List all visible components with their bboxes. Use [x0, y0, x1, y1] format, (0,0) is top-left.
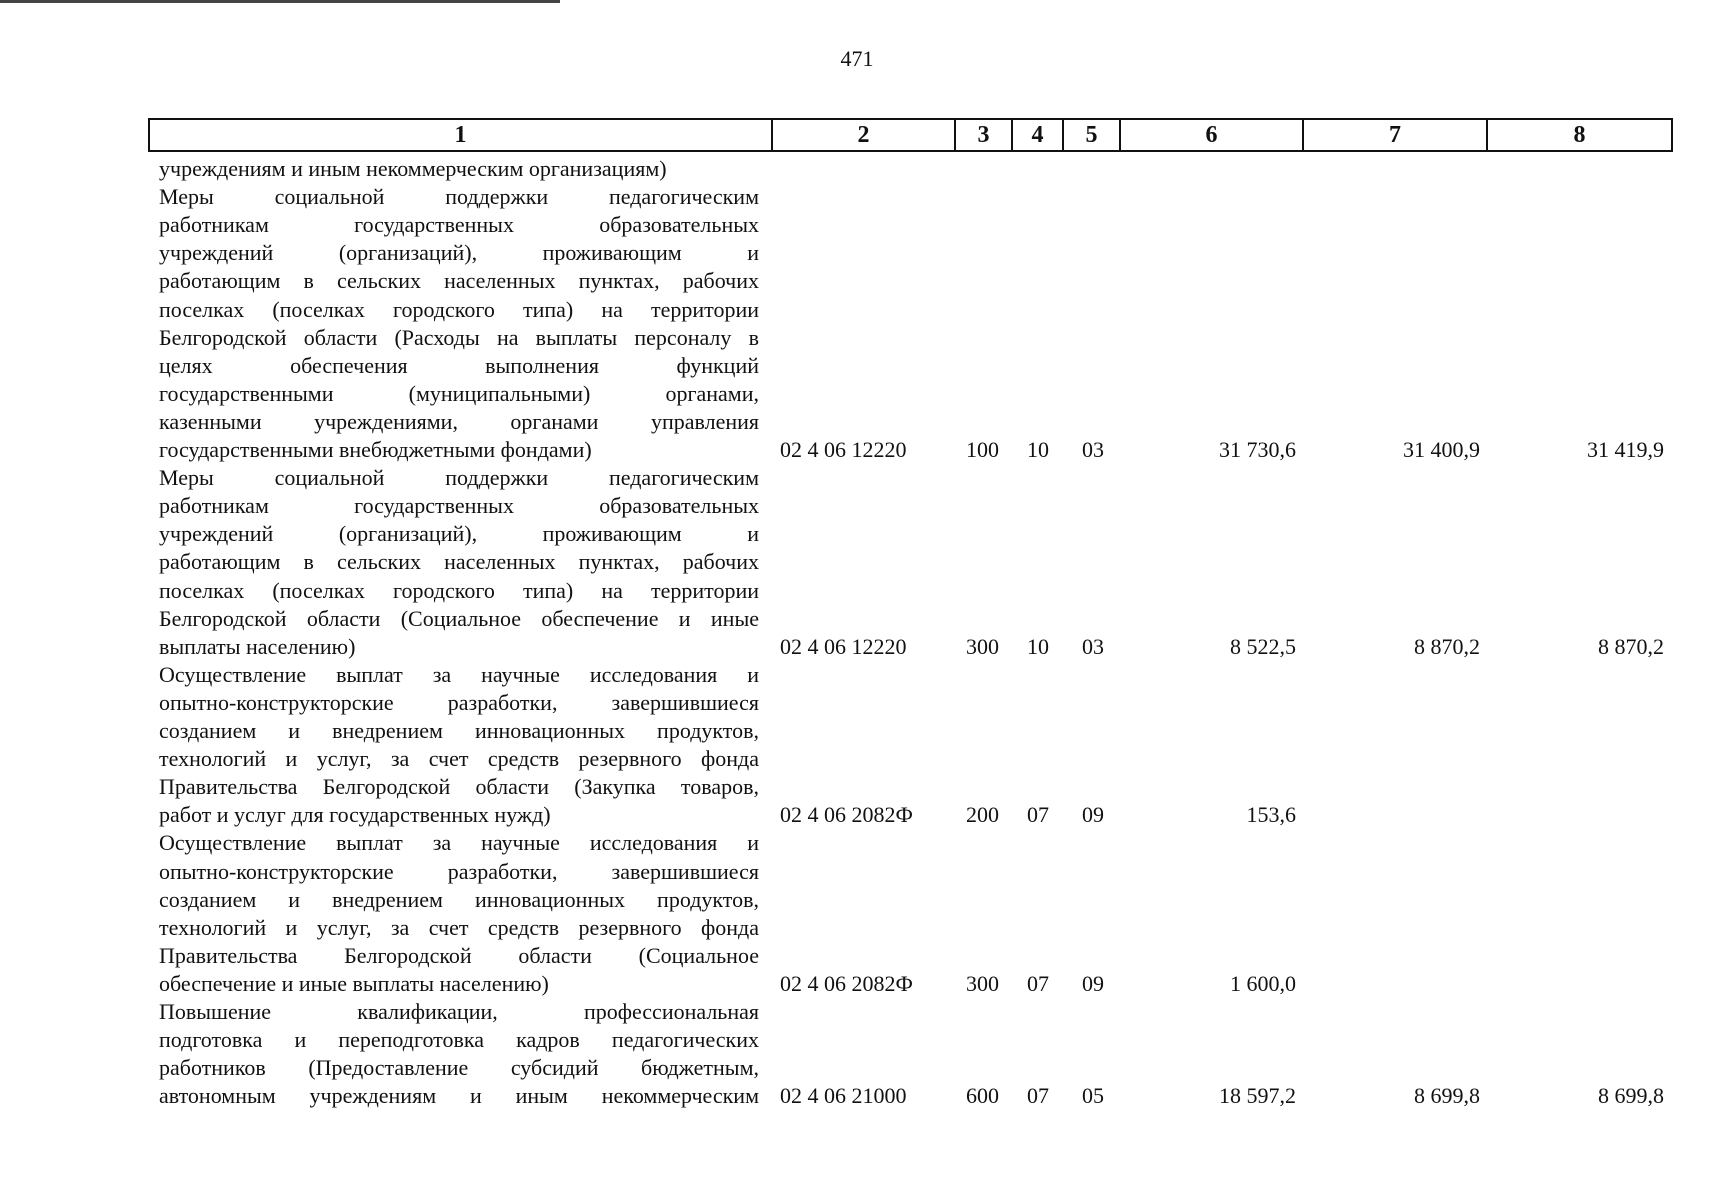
row-description-line: Меры социальной поддержки педагогическим: [159, 184, 759, 210]
row-description-line: подготовка и переподготовка кадров педагогических: [159, 1027, 759, 1053]
header-col-2: 2: [773, 120, 956, 150]
row-description-line: Осуществление выплат за научные исследования и: [159, 661, 759, 687]
row-col-3: 300: [966, 633, 999, 659]
row-code: 02 4 06 12220: [780, 437, 907, 462]
header-col-8: 8: [1573, 121, 1586, 148]
row-description-line: технологий и услуг, за счет средств резервного фонда: [159, 914, 759, 940]
row-col-3: 600: [966, 1083, 999, 1109]
header-col-4: 4: [1013, 120, 1064, 150]
row-amount-7: 8 870,2: [1414, 633, 1480, 659]
row-description-line: целях обеспечения выполнения функций: [159, 352, 759, 378]
row-description-line: созданием и внедрением инновационных продуктов,: [159, 886, 759, 912]
row-description-line: казенными учреждениями, органами управления: [159, 408, 759, 434]
row-description-line: работающим в сельских населенных пунктах, рабочих: [159, 268, 759, 294]
row-description-line: Осуществление выплат за научные исследования и: [159, 830, 759, 856]
row-description-line: государственными внебюджетными фондами): [159, 437, 592, 462]
header-col-1: 1: [150, 120, 773, 150]
header-col-7: 7: [1304, 120, 1488, 150]
row-amount-6: 31 730,6: [1219, 437, 1296, 462]
row-amount-6: 8 522,5: [1230, 633, 1296, 659]
row-description-line: выплаты населению): [159, 633, 356, 659]
row-code: 02 4 06 2082Ф: [780, 802, 913, 828]
row-col-3: 300: [966, 970, 999, 996]
row-amount-6: 18 597,2: [1219, 1083, 1296, 1109]
header-col-3: 3: [956, 120, 1013, 150]
row-description-line: работникам государственных образовательных: [159, 493, 759, 519]
row-description-line: Правительства Белгородской области (Социальное: [159, 942, 759, 968]
row-col-4: 07: [1027, 802, 1049, 828]
row-description-line: учреждений (организаций), проживающим и: [159, 521, 759, 547]
header-col-5: 5: [1064, 120, 1121, 150]
row-amount-6: 153,6: [1246, 802, 1296, 828]
row-col-4: 07: [1027, 1083, 1049, 1109]
row-amount-6: 1 600,0: [1230, 970, 1296, 996]
row-description-line: обеспечение и иные выплаты населению): [159, 970, 549, 996]
row-description-line: работникам государственных образовательных: [159, 212, 759, 238]
row-description-line: учреждений (организаций), проживающим и: [159, 240, 759, 266]
row-description-line: Повышение квалификации, профессиональная: [159, 999, 759, 1024]
row-code: 02 4 06 12220: [780, 633, 907, 659]
row-description-line: автономным учреждениям и иным некоммерческим: [159, 1083, 759, 1109]
row-description-line: Меры социальной поддержки педагогическим: [159, 465, 759, 491]
row-col-4: 10: [1027, 633, 1049, 659]
row-col-4: 10: [1027, 437, 1049, 462]
row-description-line: созданием и внедрением инновационных продуктов,: [159, 718, 759, 743]
scan-edge: [0, 0, 560, 3]
row-description-line: работающим в сельских населенных пунктах, рабочих: [159, 549, 759, 575]
row-code: 02 4 06 2082Ф: [780, 970, 913, 996]
row-amount-7: 8 699,8: [1414, 1083, 1480, 1109]
row-description-line: поселках (поселках городского типа) на территории: [159, 296, 759, 322]
row-col-5: 03: [1082, 633, 1104, 659]
row-description-line: опытно-конструкторские разработки, завершившиеся: [159, 858, 759, 884]
row-description-line: Правительства Белгородской области (Закупка товаров,: [159, 774, 759, 800]
row-code: 02 4 06 21000: [780, 1083, 907, 1109]
header-col-6: 6: [1121, 120, 1304, 150]
row-description-line: учреждениям и иным некоммерческим организациям): [159, 156, 667, 181]
row-amount-7: 31 400,9: [1403, 437, 1480, 462]
row-amount-8: 8 699,8: [1598, 1083, 1664, 1109]
row-col-5: 09: [1082, 802, 1104, 828]
page-number: 471: [840, 46, 874, 71]
row-description-line: Белгородской области (Социальное обеспечение и иные: [159, 605, 759, 631]
row-description-line: Белгородской области (Расходы на выплаты персоналу в: [159, 324, 759, 350]
row-description-line: работников (Предоставление субсидий бюджетным,: [159, 1055, 759, 1081]
row-col-3: 200: [966, 802, 999, 828]
row-col-3: 100: [966, 437, 999, 462]
row-amount-8: 8 870,2: [1598, 633, 1664, 659]
row-col-5: 05: [1082, 1083, 1104, 1109]
row-amount-8: 31 419,9: [1587, 437, 1664, 462]
row-col-5: 09: [1082, 970, 1104, 996]
row-description-line: технологий и услуг, за счет средств резервного фонда: [159, 746, 759, 772]
row-col-4: 07: [1027, 970, 1049, 996]
row-description-line: поселках (поселках городского типа) на территории: [159, 577, 759, 603]
table-header: [148, 118, 1673, 152]
row-description-line: государственными (муниципальными) органами,: [159, 380, 759, 406]
row-col-5: 03: [1082, 437, 1104, 462]
row-description-line: работ и услуг для государственных нужд): [159, 802, 551, 828]
row-description-line: опытно-конструкторские разработки, завершившиеся: [159, 689, 759, 715]
